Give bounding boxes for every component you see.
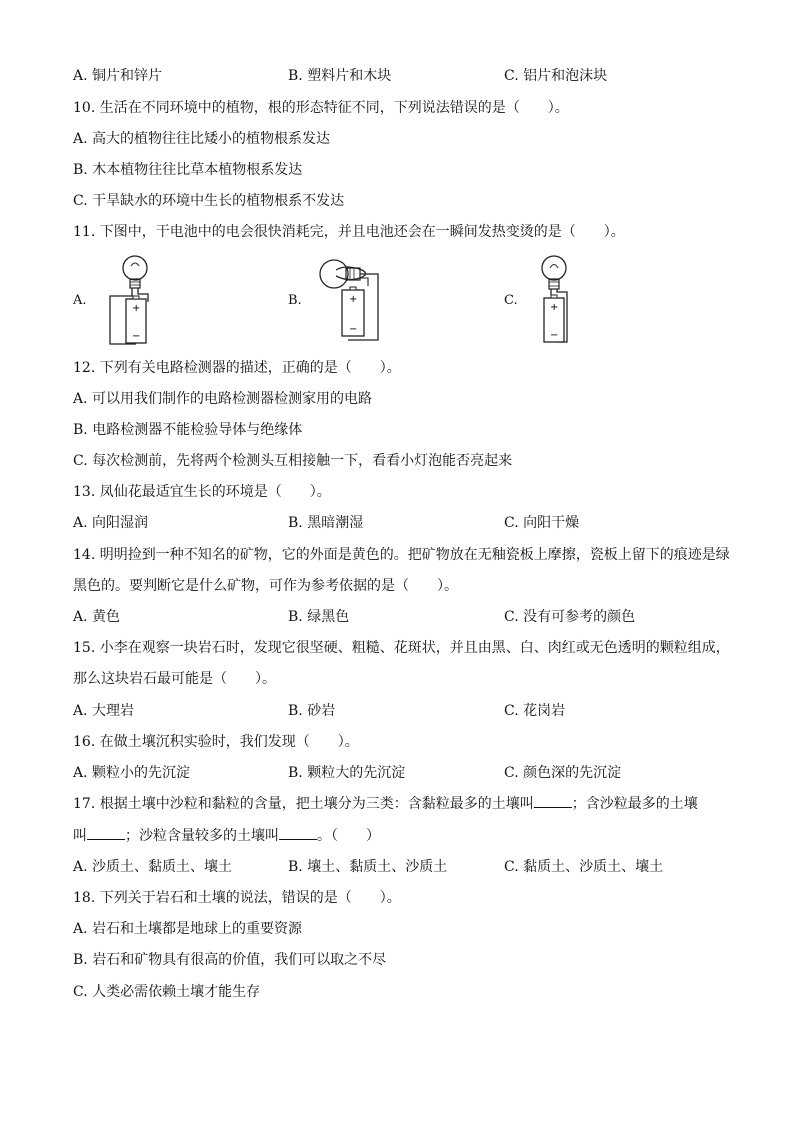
q18-option-a: A. 岩石和土壤都是地球上的重要资源	[73, 921, 303, 937]
q11-b-minus: −	[349, 324, 358, 335]
q9-option-b: B. 塑料片和木块	[288, 68, 392, 84]
q14-option-b: B. 绿黑色	[288, 609, 350, 625]
q16-option-a: A. 颗粒小的先沉淀	[73, 765, 191, 781]
q13-option-b: B. 黑暗潮湿	[288, 515, 364, 531]
q17-stem-line1-part-a: 17. 根据土壤中沙粒和黏粒的含量，把土壤分为三类：含黏粒最多的土壤叫	[73, 796, 534, 812]
q14-stem-line1: 14. 明明捡到一种不知名的矿物，它的外面是黄色的。把矿物放在无釉瓷板上摩擦，瓷板上留下的痕迹是绿	[73, 547, 730, 563]
q18-option-b: B. 岩石和矿物具有很高的价值，我们可以取之不尽	[73, 952, 387, 968]
q11-a-plus: +	[132, 303, 141, 314]
q17-blank-3	[279, 827, 317, 840]
q18-option-c: C. 人类必需依赖土壤才能生存	[73, 984, 261, 1000]
q11-stem: 11. 下图中，干电池中的电会很快消耗完，并且电池还会在一瞬间发热变烫的是（ ）。	[73, 224, 625, 240]
q15-option-c: C. 花岗岩	[504, 703, 566, 719]
q17-option-c: C. 黏质土、沙质土、壤土	[504, 859, 664, 875]
q11-circuit-b	[314, 252, 394, 342]
q11-label-b: B.	[288, 293, 302, 308]
q14-stem-line2: 黑色的。要判断它是什么矿物，可作为参考依据的是（ ）。	[73, 578, 458, 594]
q15-stem-line1: 15. 小李在观察一块岩石时，发现它很坚硬、粗糙、花斑状，并且由黑、白、肉红或无色透明的颗粒组成，	[73, 640, 730, 656]
q17-stem-line2	[73, 827, 380, 845]
q11-label-c: C.	[504, 293, 518, 308]
q10-option-c: C. 干旱缺水的环境中生长的植物根系不发达	[73, 193, 345, 209]
q12-option-b: B. 电路检测器不能检验导体与绝缘体	[73, 422, 303, 438]
q11-circuit-a	[100, 252, 170, 347]
q14-option-a: A. 黄色	[73, 609, 121, 625]
q16-option-c: C. 颜色深的先沉淀	[504, 765, 622, 781]
q12-option-a: A. 可以用我们制作的电路检测器检测家用的电路	[73, 391, 373, 407]
q9-option-c: C. 铝片和泡沫块	[504, 68, 608, 84]
q14-option-c: C. 没有可参考的颜色	[504, 609, 636, 625]
q13-stem: 13. 凤仙花最适宜生长的环境是（ ）。	[73, 484, 331, 500]
q11-label-a: A.	[73, 293, 87, 308]
q15-option-b: B. 砂岩	[288, 703, 336, 719]
q11-circuit-c	[530, 252, 580, 347]
q16-stem: 16. 在做土壤沉积实验时，我们发现（ ）。	[73, 734, 359, 750]
q18-stem: 18. 下列关于岩石和土壤的说法，错误的是（ ）。	[73, 890, 401, 906]
q11-a-minus: −	[132, 331, 141, 342]
q12-stem: 12. 下列有关电路检测器的描述，正确的是（ ）。	[73, 360, 401, 376]
q13-option-a: A. 向阳湿润	[73, 515, 149, 531]
q12-option-c: C. 每次检测前，先将两个检测头互相接触一下，看看小灯泡能否亮起来	[73, 453, 513, 469]
q17-stem-line1	[73, 795, 698, 813]
q17-option-a: A. 沙质土、黏质土、壤土	[73, 859, 233, 875]
q17-stem-line1-part-b: ；含沙粒最多的土壤	[571, 796, 698, 812]
q17-option-b: B. 壤土、黏质土、沙质土	[288, 859, 448, 875]
q10-option-a: A. 高大的植物往往比矮小的植物根系发达	[73, 131, 331, 147]
q17-blank-1	[534, 795, 572, 808]
q17-blank-2	[87, 827, 125, 840]
q17-stem-line2-part-a: 叫	[73, 828, 87, 844]
q16-option-b: B. 颗粒大的先沉淀	[288, 765, 406, 781]
q9-option-a: A. 铜片和锌片	[73, 68, 163, 84]
q15-option-a: A. 大理岩	[73, 703, 135, 719]
q10-stem: 10. 生活在不同环境中的植物，根的形态特征不同，下列说法错误的是（ ）。	[73, 100, 569, 116]
q11-c-plus: +	[550, 302, 559, 313]
q10-option-b: B. 木本植物往往比草本植物根系发达	[73, 162, 303, 178]
q17-stem-line2-part-c: 。（ ）	[317, 828, 380, 844]
q17-stem-line2-part-b: ；沙粒含量较多的土壤叫	[125, 828, 279, 844]
q11-b-plus: +	[349, 294, 358, 305]
q13-option-c: C. 向阳干燥	[504, 515, 580, 531]
q11-c-minus: −	[550, 330, 559, 341]
q15-stem-line2: 那么这块岩石最可能是（ ）。	[73, 671, 276, 687]
